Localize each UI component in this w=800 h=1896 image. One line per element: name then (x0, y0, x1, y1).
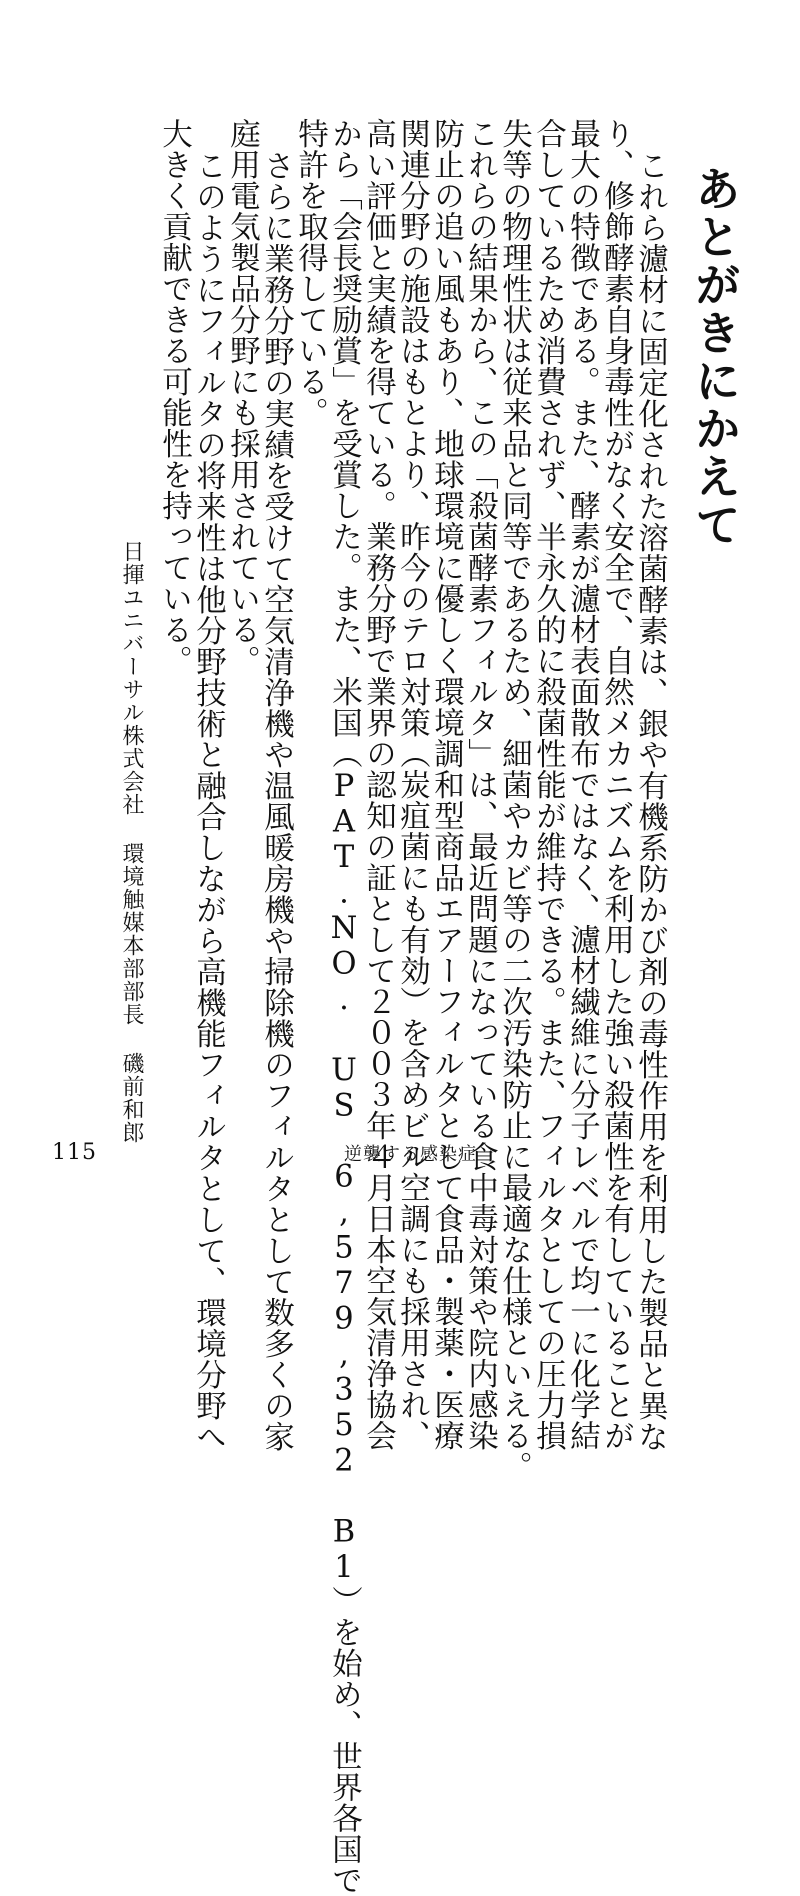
body-column: 最大の特徴である。また、酵素が濾材表面散布ではなく、濾材繊維に分子レベルで均一に化学結 (564, 118, 600, 1451)
body-column: これらの結果から、この「殺菌酵素フィルタ」は、最近問題になっている食中毒対策や院内感染 (462, 118, 498, 1451)
body-column: 合しているため消費されず、半永久的に殺菌性能が維持できる。また、フィルタとしての圧力損 (530, 118, 566, 1451)
body-column: これら濾材に固定化された溶菌酵素は、銀や有機系防かび剤の毒性作用を利用した製品と異な (632, 150, 668, 1452)
body-column: 関連分野の施設はもとより、昨今のテロ対策（炭疽菌にも有効）を含めビル空調にも採用され、 (394, 118, 430, 1451)
running-title: 逆襲する感染症 (344, 1144, 477, 1165)
author-title: 環境触媒本部部長 (119, 842, 144, 1026)
body-column: 高い評価と実績を得ている。業務分野で業界の認知の証として２００３年４月日本空気清浄協会 (360, 118, 396, 1451)
body-column: 防止の追い風もあり、地球環境に優しく環境調和型商品エアーフィルタとして食品・製薬・医療 (428, 118, 464, 1451)
author-signature (120, 540, 142, 1144)
page-number: 115 (52, 1140, 97, 1165)
page-title: あとがきにかえて (688, 165, 742, 549)
body-column: 特許を取得している。 (292, 118, 328, 428)
author-name: 磯前和郎 (119, 1052, 144, 1144)
body-column: り、修飾酵素自身毒性がなく安全で、自然メカニズムを利用した強い殺菌性を有していることが (598, 118, 634, 1451)
author-company: 日揮ユニバーサル株式会社 (119, 540, 144, 816)
body-column: から「会長奨励賞」を受賞した。また、米国（PAT.NO. US 6,579,352 B1）を始め、世界各国で (326, 118, 362, 1896)
body-column: 庭用電気製品分野にも採用されている。 (224, 118, 260, 676)
body-column: さらに業務分野の実績を受けて空気清浄機や温風暖房機や掃除機のフィルタとして数多くの家 (258, 150, 294, 1452)
body-column: このようにフィルタの将来性は他分野技術と融合しながら高機能フィルタとして、環境分野へ (190, 150, 226, 1452)
body-column: 大きく貢献できる可能性を持っている。 (156, 118, 192, 676)
body-column: 失等の物理性状は従来品と同等であるため、細菌やカビ等の二次汚染防止に最適な仕様といえる。 (496, 118, 532, 1482)
